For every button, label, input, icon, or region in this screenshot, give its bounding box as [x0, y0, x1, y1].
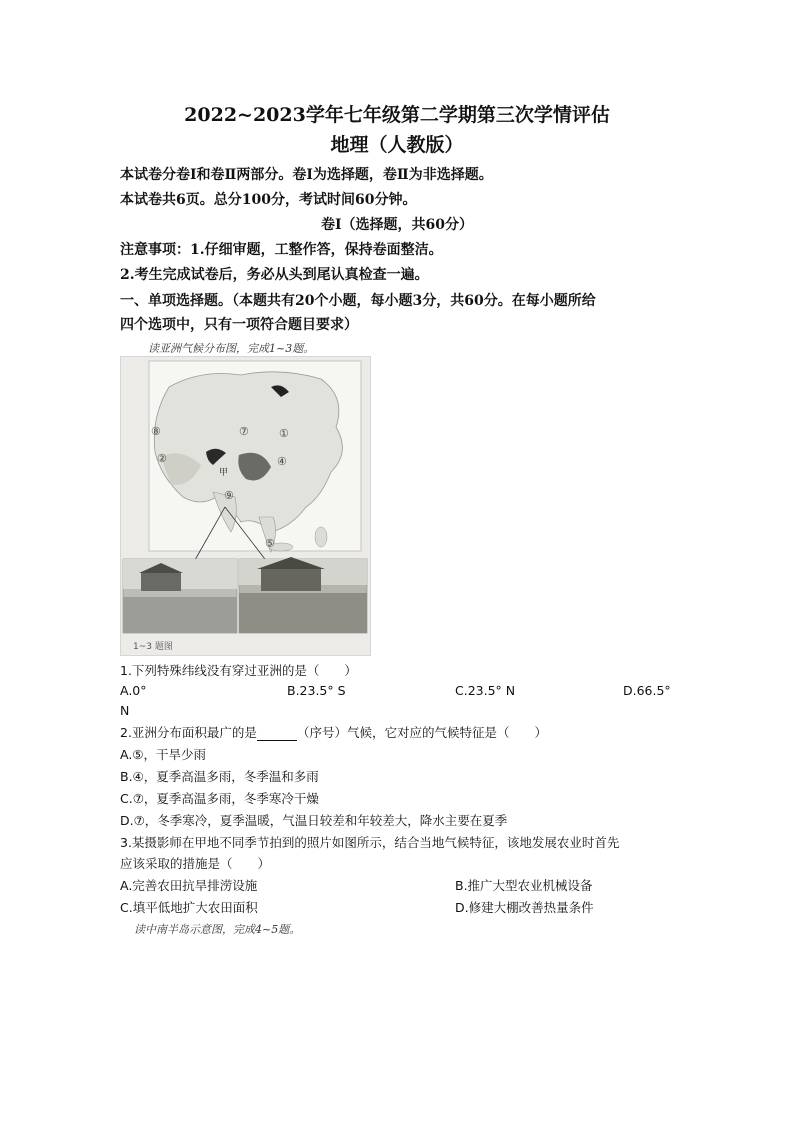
map-label-4: ④: [277, 455, 287, 468]
map-label-8: ⑧: [151, 425, 161, 438]
map-label-7: ⑦: [239, 425, 249, 438]
asia-climate-map-figure: [120, 356, 371, 656]
q1-option-d-cont: N: [120, 703, 130, 718]
q3-stem: 3.某摄影师在甲地不同季节拍到的照片如图所示，结合当地气候特征，该地发展农业时首先: [120, 835, 620, 850]
section-heading: 卷Ⅰ（选择题，共60分）: [320, 217, 474, 233]
q1-option-d[interactable]: D.66.5°: [623, 683, 671, 698]
q1-option-c[interactable]: C.23.5° N: [455, 683, 516, 698]
map-label-5: ⑤: [265, 537, 275, 550]
notice-2: 2.考生完成试卷后，务必从头到尾认真检查一遍。: [120, 267, 429, 283]
q3-option-b[interactable]: B.推广大型农业机械设备: [455, 878, 593, 893]
figure-caption: 1~3 题图: [133, 642, 173, 652]
q2-option-a[interactable]: A.⑤，干旱少雨: [120, 747, 207, 762]
q2-stem: [120, 723, 547, 741]
map-label-9: ⑨: [224, 489, 234, 502]
q1-option-a[interactable]: A.0°: [120, 683, 147, 698]
q2-stem-post: （序号）气候，它对应的气候特征是（ ）: [296, 725, 547, 740]
part-one-heading: 一、单项选择题。（本题共有20个小题，每小题3分，共60分。在每小题所给: [120, 293, 596, 309]
asia-climate-map: [121, 357, 370, 655]
next-figure-lead: 读中南半岛示意图，完成4~5题。: [134, 923, 301, 936]
q2-option-d[interactable]: D.⑦，冬季寒冷，夏季温暖，气温日较差和年较差大，降水主要在夏季: [120, 813, 508, 828]
intro-line-2: 本试卷共6页。总分100分，考试时间60分钟。: [120, 192, 417, 208]
notice-1: 注意事项：1.仔细审题，工整作答，保持卷面整洁。: [120, 242, 443, 258]
q3-option-c[interactable]: C.填平低地扩大农田面积: [120, 900, 258, 915]
q3-stem-cont: 应该采取的措施是（ ）: [120, 856, 271, 871]
q2-answer-blank[interactable]: [257, 728, 297, 741]
part-one-heading-cont: 四个选项中，只有一项符合题目要求）: [120, 317, 358, 333]
q1-stem: 1.下列特殊纬线没有穿过亚洲的是（ ）: [120, 663, 357, 678]
map-label-1: ①: [279, 427, 289, 440]
q3-option-d[interactable]: D.修建大棚改善热量条件: [455, 900, 594, 915]
map-label-jia: 甲: [219, 468, 229, 478]
figure-lead: 读亚洲气候分布图，完成1~3题。: [148, 342, 315, 355]
q2-option-b[interactable]: B.④，夏季高温多雨，冬季温和多雨: [120, 769, 319, 784]
exam-subtitle: 地理（人教版）: [330, 134, 464, 156]
q1-option-b[interactable]: B.23.5° S: [287, 683, 346, 698]
q2-stem-pre: 2.亚洲分布面积最广的是: [120, 725, 257, 740]
exam-title: 2022~2023学年七年级第二学期第三次学情评估: [184, 104, 610, 126]
map-label-2: ②: [157, 452, 167, 465]
q3-option-a[interactable]: A.完善农田抗旱排涝设施: [120, 878, 258, 893]
q2-option-c[interactable]: C.⑦，夏季高温多雨，冬季寒冷干燥: [120, 791, 319, 806]
intro-line-1: 本试卷分卷Ⅰ和卷Ⅱ两部分。卷Ⅰ为选择题，卷Ⅱ为非选择题。: [120, 167, 493, 183]
